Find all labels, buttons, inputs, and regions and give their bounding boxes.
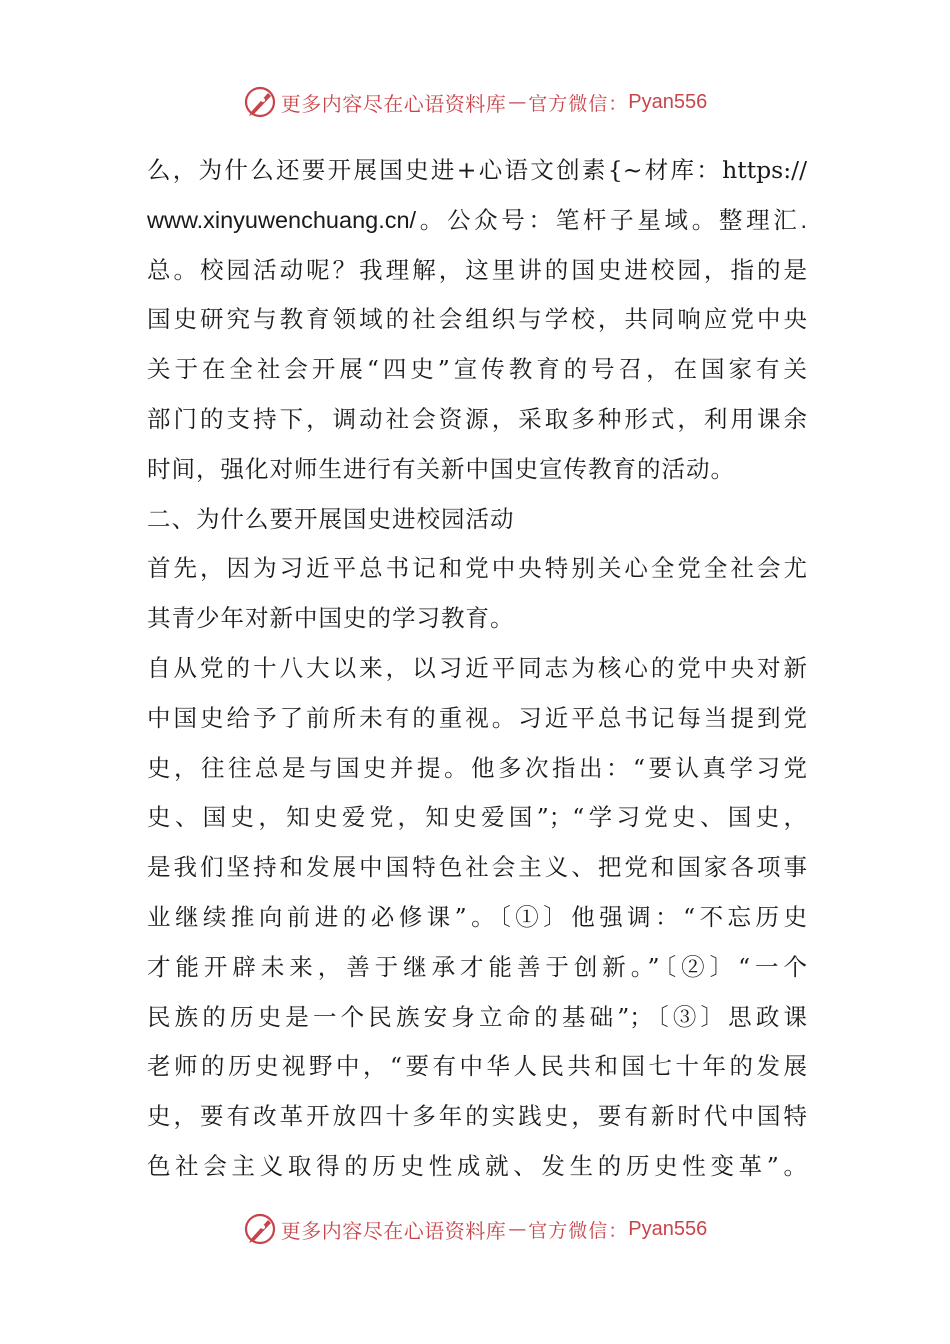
text-line: 关于在全社会开展“四史”宣传教育的号召，在国家有关 bbox=[147, 355, 807, 384]
banner-sub-text: 官方微信： bbox=[528, 1219, 629, 1242]
banner-main-text: 更多内容尽在心语资料库 bbox=[280, 1218, 507, 1243]
footer-banner bbox=[0, 1209, 950, 1249]
text-line: 史，要有改革开放四十多年的实践史，要有新时代中国特 bbox=[147, 1102, 807, 1131]
document-body bbox=[147, 146, 807, 1192]
text-line: 自从党的十八大以来，以习近平同志为核心的党中央对新 bbox=[147, 653, 807, 682]
header-banner bbox=[0, 82, 950, 122]
text-line: 首先，因为习近平总书记和党中央特别关心全党全社会尤 bbox=[147, 554, 807, 583]
banner-main-text: 更多内容尽在心语资料库 bbox=[280, 91, 507, 116]
banner-dash: — bbox=[508, 91, 527, 113]
banner-wechat-id: Pyan556 bbox=[628, 1217, 708, 1240]
text-line: 史，往往总是与国史并提。他多次指出：“要认真学习党 bbox=[147, 753, 807, 782]
text-line: 色社会主义取得的历史性成就、发生的历史性变革”。 bbox=[147, 1151, 807, 1180]
banner-sub-text: 官方微信： bbox=[528, 92, 629, 115]
pen-logo-icon bbox=[243, 85, 277, 119]
text-line: 中国史给予了前所未有的重视。习近平总书记每当提到党 bbox=[147, 703, 807, 732]
text-line: 国史研究与教育领域的社会组织与学校，共同响应党中央 bbox=[147, 305, 807, 334]
text-line: 么，为什么还要开展国史进+心语文创素{~材库：https:// bbox=[147, 156, 807, 184]
text-line: 史、国史，知史爱党，知史爱国”；“学习党史、国史， bbox=[147, 803, 807, 832]
text-line: 部门的支持下，调动社会资源，采取多种形式，利用课余 bbox=[147, 404, 807, 433]
text-line: 民族的历史是一个民族安身立命的基础”；〔③〕思政课 bbox=[147, 1002, 807, 1031]
text-line: 才能开辟未来，善于继承才能善于创新。”〔②〕“一个 bbox=[147, 952, 807, 981]
text-line: 老师的历史视野中，“要有中华人民共和国七十年的发展 bbox=[147, 1052, 807, 1081]
section-heading: 二、为什么要开展国史进校园活动 bbox=[147, 504, 515, 533]
text-line: 是我们坚持和发展中国特色社会主义、把党和国家各项事 bbox=[147, 853, 807, 882]
text-line: 其青少年对新中国史的学习教育。 bbox=[147, 604, 515, 633]
text-line: www.xinyuwenchuang.cn/。公众号：笔杆子星域。整理汇. bbox=[147, 206, 807, 233]
text-line: 业继续推向前进的必修课”。〔①〕他强调：“不忘历史 bbox=[147, 902, 807, 931]
text-line: 总。校园活动呢？我理解，这里讲的国史进校园，指的是 bbox=[147, 255, 807, 284]
pen-logo-icon bbox=[243, 1212, 277, 1246]
banner-dash: — bbox=[508, 1218, 527, 1240]
text-line: 时间，强化对师生进行有关新中国史宣传教育的活动。 bbox=[147, 454, 735, 483]
banner-wechat-id: Pyan556 bbox=[628, 90, 708, 113]
